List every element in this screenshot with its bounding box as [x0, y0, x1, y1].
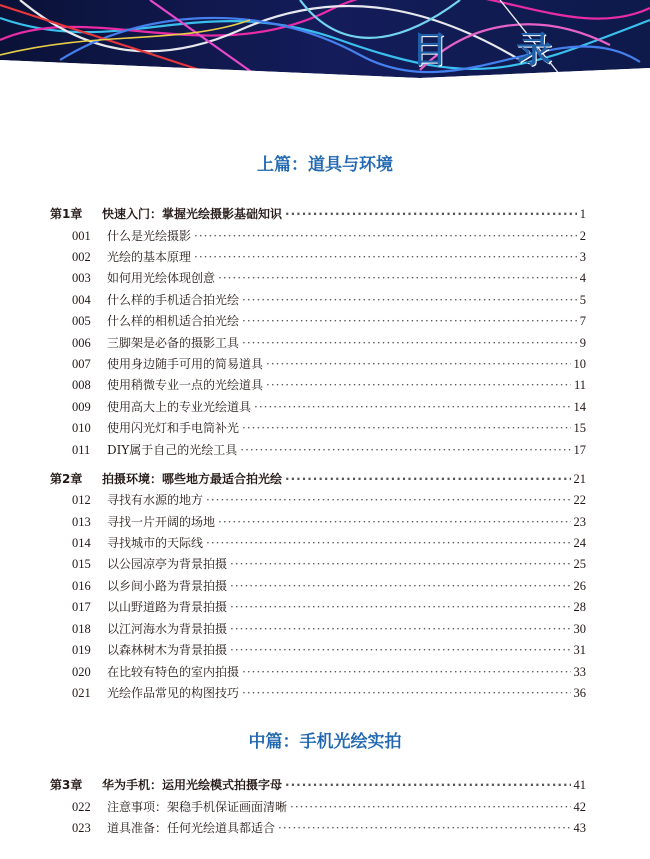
entry-title: 如何用光绘体现创意 [107, 271, 216, 285]
entry-title: 以公园凉亭为背景拍摄 [107, 557, 228, 571]
toc-chapter-1[interactable] [50, 205, 586, 225]
entry-title: 以山野道路为背景拍摄 [107, 600, 228, 614]
entry-page: 25 [573, 557, 586, 571]
entry-page: 23 [573, 515, 586, 529]
toc-entry[interactable] [72, 577, 586, 597]
leader-dots [266, 378, 571, 392]
entry-page: 14 [573, 400, 586, 414]
entry-page: 22 [573, 493, 586, 507]
entry-number: 017 [72, 600, 91, 614]
leader-dots [230, 622, 570, 636]
entry-title: 寻找一片开阔的场地 [107, 515, 216, 529]
entry-title: 以乡间小路为背景拍摄 [107, 579, 228, 593]
leader-dots [230, 557, 570, 571]
entry-title: 道具准备：任何光绘道具都适合 [107, 821, 276, 835]
toc-entry[interactable] [72, 248, 586, 268]
entry-title: 使用高大上的专业光绘道具 [107, 400, 252, 414]
entry-title: 什么样的相机适合拍光绘 [107, 314, 240, 328]
page-title: 目 录 [411, 30, 580, 71]
entry-title: 光绘的基本原理 [107, 250, 192, 264]
entry-title: DIY属于自己的光绘工具 [107, 443, 238, 457]
entry-page: 43 [573, 821, 586, 835]
entry-number: 012 [72, 493, 91, 507]
entry-number: 013 [72, 515, 91, 529]
toc-entry[interactable] [72, 376, 586, 396]
entry-page: 36 [573, 686, 586, 700]
entry-page: 17 [573, 443, 586, 457]
entry-page: 10 [573, 357, 586, 371]
leader-dots [285, 472, 570, 486]
leader-dots [194, 250, 577, 264]
entry-number: 015 [72, 557, 91, 571]
entry-title: 注意事项：架稳手机保证画面清晰 [107, 800, 288, 814]
entry-title: 以森林树木为背景拍摄 [107, 643, 228, 657]
entry-number: 022 [72, 800, 91, 814]
entry-number: 021 [72, 686, 91, 700]
entry-number: 016 [72, 579, 91, 593]
entry-page: 2 [579, 229, 586, 243]
entry-number: 005 [72, 314, 91, 328]
toc-entry[interactable] [72, 491, 586, 511]
entry-number: 010 [72, 421, 91, 435]
toc-entry[interactable] [72, 441, 586, 461]
entry-title: 什么样的手机适合拍光绘 [107, 293, 240, 307]
entry-page: 5 [579, 293, 586, 307]
toc-entry[interactable] [72, 555, 586, 575]
section-title-part-1: 上篇：道具与环境 [257, 155, 393, 175]
chapter-number: 第3章 [50, 778, 83, 792]
toc-chapter-3[interactable] [50, 776, 586, 796]
leader-dots [194, 229, 577, 243]
chapter-page: 21 [573, 472, 586, 486]
leader-dots [242, 336, 577, 350]
leader-dots [242, 686, 570, 700]
entry-number: 002 [72, 250, 91, 264]
chapter-page: 41 [573, 778, 586, 792]
entry-number: 018 [72, 622, 91, 636]
entry-title: 使用稍微专业一点的光绘道具 [107, 378, 264, 392]
toc-entry[interactable] [72, 513, 586, 533]
chapter-number: 第1章 [50, 207, 83, 221]
section-title-part-2: 中篇：手机光绘实拍 [248, 732, 402, 752]
entry-title: 三脚架是必备的摄影工具 [107, 336, 240, 350]
leader-dots [278, 821, 570, 835]
chapter-title: 快速入门：掌握光绘摄影基础知识 [102, 207, 283, 221]
leader-dots [218, 271, 577, 285]
entry-page: 28 [573, 600, 586, 614]
entry-page: 11 [573, 378, 586, 392]
leader-dots [242, 293, 577, 307]
toc-entry[interactable] [72, 419, 586, 439]
leader-dots [206, 536, 570, 550]
entry-title: 什么是光绘摄影 [107, 229, 192, 243]
leader-dots [230, 579, 570, 593]
leader-dots [230, 643, 570, 657]
entry-number: 007 [72, 357, 91, 371]
entry-page: 26 [573, 579, 586, 593]
entry-page: 24 [573, 536, 586, 550]
entry-number: 004 [72, 293, 91, 307]
entry-page: 33 [573, 665, 586, 679]
leader-dots [290, 800, 570, 814]
entry-title: 光绘作品常见的构图技巧 [107, 686, 240, 700]
entry-number: 014 [72, 536, 91, 550]
toc-entry[interactable] [72, 355, 586, 375]
entry-number: 019 [72, 643, 91, 657]
entry-number: 011 [72, 443, 91, 457]
entry-title: 寻找有水源的地方 [107, 493, 204, 507]
entry-page: 7 [579, 314, 586, 328]
leader-dots [240, 443, 570, 457]
header-banner [0, 0, 650, 82]
chapter-number: 第2章 [50, 472, 83, 486]
toc-entry[interactable] [72, 534, 586, 554]
entry-number: 020 [72, 665, 91, 679]
entry-title: 在比较有特色的室内拍摄 [107, 665, 240, 679]
entry-page: 42 [573, 800, 586, 814]
entry-page: 9 [579, 336, 586, 350]
leader-dots [230, 600, 570, 614]
entry-number: 006 [72, 336, 91, 350]
toc-entry[interactable] [72, 312, 586, 332]
entry-title: 使用闪光灯和手电筒补光 [107, 421, 240, 435]
toc-entry[interactable] [72, 620, 586, 640]
toc-entry[interactable] [72, 291, 586, 311]
entry-page: 3 [579, 250, 586, 264]
entry-page: 31 [573, 643, 586, 657]
entry-title: 以江河海水为背景拍摄 [107, 622, 228, 636]
entry-number: 008 [72, 378, 91, 392]
toc-entry[interactable] [72, 798, 586, 818]
leader-dots [242, 314, 577, 328]
leader-dots [242, 421, 570, 435]
leader-dots [285, 207, 577, 221]
toc-entry[interactable] [72, 663, 586, 683]
toc-entry[interactable] [72, 227, 586, 247]
entry-number: 009 [72, 400, 91, 414]
leader-dots [266, 357, 570, 371]
leader-dots [254, 400, 570, 414]
entry-title: 使用身边随手可用的简易道具 [107, 357, 264, 371]
toc-entry[interactable] [72, 684, 586, 704]
toc-entry[interactable] [72, 641, 586, 661]
entry-page: 30 [573, 622, 586, 636]
entry-number: 003 [72, 271, 91, 285]
entry-page: 4 [579, 271, 586, 285]
toc-entry[interactable] [72, 334, 586, 354]
leader-dots [242, 665, 570, 679]
chapter-title: 拍摄环境：哪些地方最适合拍光绘 [102, 472, 283, 486]
toc-chapter-2[interactable] [50, 470, 586, 490]
chapter-title: 华为手机：运用光绘模式拍摄字母 [102, 778, 283, 792]
leader-dots [285, 778, 570, 792]
toc-entry[interactable] [72, 819, 586, 839]
toc-entry[interactable] [72, 398, 586, 418]
entry-title: 寻找城市的天际线 [107, 536, 204, 550]
entry-number: 023 [72, 821, 91, 835]
leader-dots [218, 515, 570, 529]
entry-page: 15 [573, 421, 586, 435]
leader-dots [206, 493, 570, 507]
entry-number: 001 [72, 229, 91, 243]
toc-entry[interactable] [72, 269, 586, 289]
chapter-page: 1 [579, 207, 586, 221]
toc-entry[interactable] [72, 598, 586, 618]
